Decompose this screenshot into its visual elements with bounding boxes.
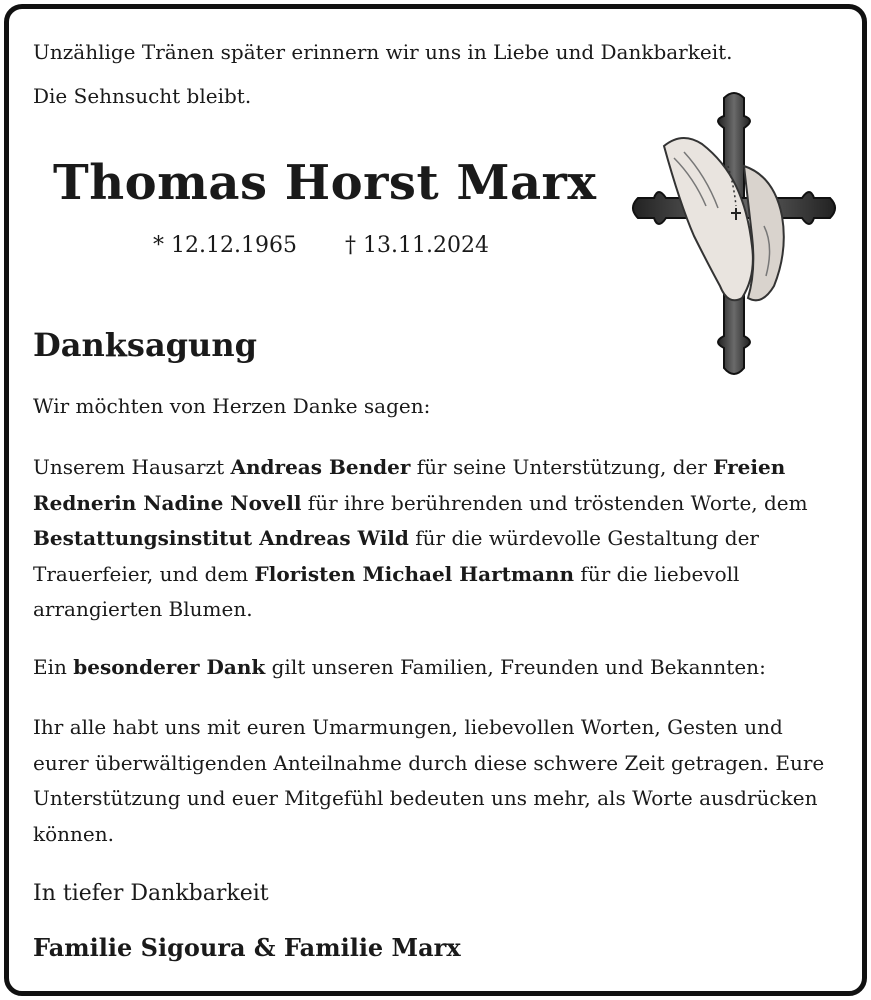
emphasized-name: Bestattungsinstitut Andreas Wild bbox=[33, 526, 409, 550]
text-segment: Ein bbox=[33, 655, 74, 679]
text-segment: Unserem Hausarzt bbox=[33, 455, 231, 479]
text-segment: gilt unseren Familien, Freunden und Bekannten: bbox=[265, 655, 766, 679]
thanks-paragraph-1 bbox=[33, 450, 833, 628]
text-segment: für ihre berührenden und tröstenden Worte, dem bbox=[301, 490, 808, 515]
deceased-name: Thomas Horst Marx bbox=[53, 155, 597, 211]
thanks-intro: Wir möchten von Herzen Danke sagen: bbox=[33, 394, 431, 418]
text-segment: für die liebevoll arrangierten Blumen. bbox=[33, 561, 740, 621]
death-date: † 13.11.2024 bbox=[345, 233, 489, 258]
text-segment: für seine Unterstützung, der bbox=[410, 455, 714, 479]
thanks-paragraph-2 bbox=[33, 650, 833, 686]
intro-line-2: Die Sehnsucht bleibt. bbox=[33, 84, 252, 108]
text-segment: für die würdevolle Gestaltung der Trauerfeier, und dem bbox=[33, 526, 759, 586]
family-signature: Familie Sigoura & Familie Marx bbox=[33, 933, 461, 962]
emphasized-name: besonderer Dank bbox=[73, 655, 266, 679]
emphasized-name: Andreas Bender bbox=[230, 455, 411, 479]
intro-line-1: Unzählige Tränen später erinnern wir uns in Liebe und Dankbarkeit. bbox=[33, 40, 733, 64]
thanks-paragraph-3: Ihr alle habt uns mit euren Umarmungen, liebevollen Worten, Gesten und eurer überwältigenden Anteilnahme durch diese schwere Zeit getragen. Eure Unterstützung und euer Mitgefühl bedeuten uns mehr, als Worte ausdrücken können. bbox=[33, 715, 825, 846]
birth-date: * 12.12.1965 bbox=[153, 233, 297, 258]
emphasized-name: Floristen Michael Hartmann bbox=[254, 561, 575, 586]
thanks-heading: Danksagung bbox=[33, 326, 257, 364]
praying-hands-cross-icon bbox=[624, 86, 844, 386]
emphasized-name: Freien Rednerin Nadine Novell bbox=[33, 455, 786, 515]
closing-line: In tiefer Dankbarkeit bbox=[33, 881, 269, 906]
